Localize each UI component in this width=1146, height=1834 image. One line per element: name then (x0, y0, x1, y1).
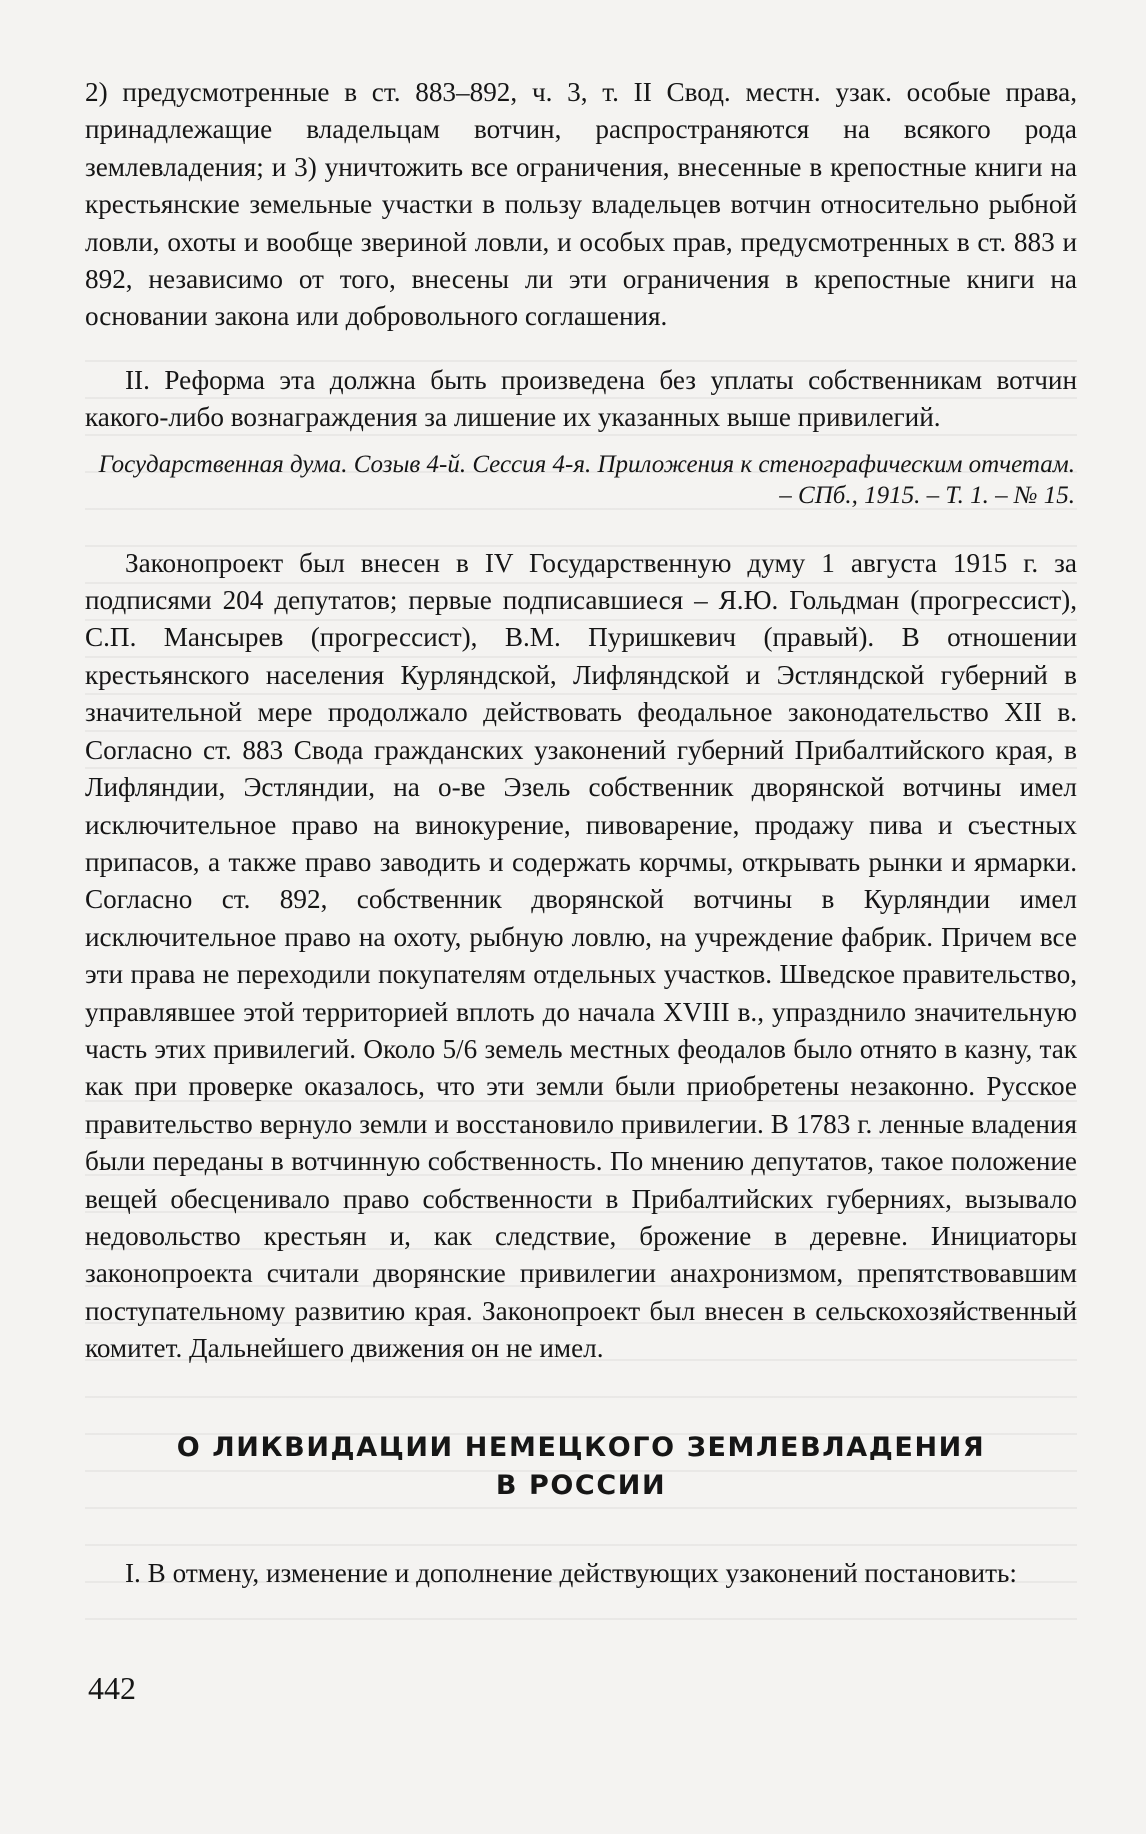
paragraph-commentary: Законопроект был внесен в IV Государственную думу 1 августа 1915 г. за подписями 204 депутатов; первые подписавшиеся – Я.Ю. Гольдман (прогрессист), С.П. Мансырев (прогрессист), В.М. Пуришкевич (правый). В отношении крестьянского населения Курляндской, Лифляндской и Эстляндской губерний в значительной мере продолжало действовать феодальное законодательство XII в. Согласно ст. 883 Свода гражданских узаконений губерний Прибалтийского края, в Лифляндии, Эстляндии, на о-ве Эзель собственник дворянской вотчины имел исключительное право на винокурение, пивоварение, продажу пива и съестных припасов, а также право заводить и содержать корчмы, открывать рынки и ярмарки. Согласно ст. 892, собственник дворянской вотчины в Курляндии имел исключительное право на охоту, рыбную ловлю, на учреждение фабрик. Причем все эти права не переходили покупателям отдельных участков. Шведское правительство, управлявшее этой территорией вплоть до начала XVIII в., упразднило значительную часть этих привилегий. Около 5/6 земель местных феодалов было отнято в казну, так как при проверке оказалось, что эти земли были приобретены незаконно. Русское правительство вернуло земли и восстановило привилегии. В 1783 г. ленные владения были переданы в вотчинную собственность. По мнению депутатов, такое положение вещей обесценивало право собственности в Прибалтийских губерниях, вызывало недовольство крестьян и, как следствие, брожение в деревне. Инициаторы законопроекта считали дворянские привилегии анахронизмом, препятствовавшим поступательному развитию края. Законопроект был внесен в сельскохозяйственный комитет. Дальнейшего движения он не имел. (85, 547, 1077, 1364)
paragraph-new-section: I. В отмену, изменение и дополнение действующих узаконений постановить: (125, 1557, 1017, 1588)
section-title-line-1: О ЛИКВИДАЦИИ НЕМЕЦКОГО ЗЕМЛЕВЛАДЕНИЯ (176, 1431, 986, 1463)
paragraph-continuation: 2) предусмотренные в ст. 883–892, ч. 3, т. II Свод. местн. узак. особые права, принадлежащие владельцам вотчин, распространяются на всякого рода землевладения; и 3) уничтожить все ограничения, внесенные в крепостные книги на крестьянские земельные участки в пользу владельцев вотчин относительно рыбной ловли, охоты и вообще звериной ловли, и особых прав, предусмотренных в ст. 883 и 892, независимо от того, внесены ли эти ограничения в крепостные книги на основании закона или добровольного соглашения. (85, 77, 1077, 332)
source-citation: Государственная дума. Созыв 4-й. Сессия 4-я. Приложения к стенографическим отчетам. – СПб., 1915. – Т. 1. – № 15. (98, 450, 1075, 509)
section-title (85, 1429, 1077, 1505)
paragraph-reform-clause: II. Реформа эта должна быть произведена без уплаты собственникам вотчин какого-либо вознаграждения за лишение их указанных выше привилегий. (85, 364, 1077, 433)
page-number: 442 (88, 1670, 136, 1706)
section-title-line-2: В РОССИИ (495, 1469, 667, 1501)
document-page (85, 74, 1077, 1592)
